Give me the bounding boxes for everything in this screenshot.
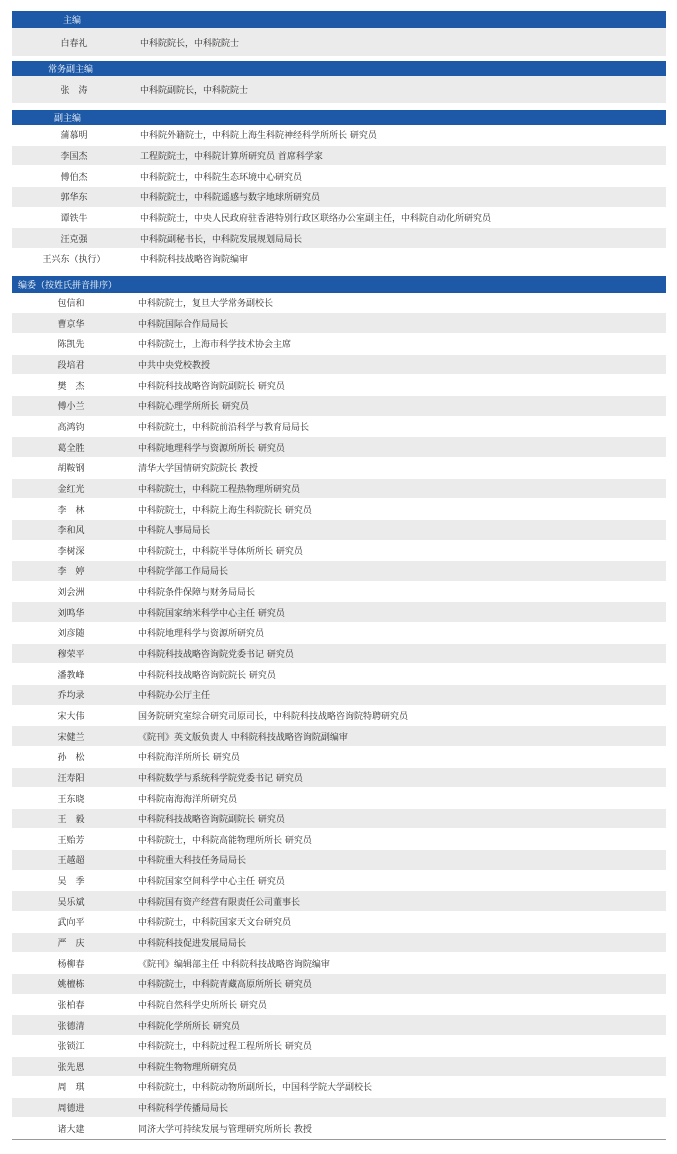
member-title: 中科院海洋所所长 研究员 bbox=[138, 753, 240, 764]
table-row bbox=[12, 293, 666, 314]
table-row bbox=[12, 355, 666, 376]
table-row bbox=[12, 28, 666, 57]
table-row bbox=[12, 313, 666, 334]
member-name: 严 庆 bbox=[57, 938, 85, 949]
member-name: 王兴东（执行） bbox=[42, 255, 106, 266]
member-name: 李 婷 bbox=[57, 567, 85, 578]
member-name: 李和风 bbox=[57, 526, 85, 537]
table-row bbox=[12, 458, 666, 479]
member-name: 谭铁牛 bbox=[60, 214, 88, 225]
member-name: 李 林 bbox=[57, 505, 85, 516]
member-name: 张 涛 bbox=[60, 86, 88, 96]
member-title: 中科院院士，中科院高能物理所所长 研究员 bbox=[138, 835, 312, 846]
editorial-board-table bbox=[12, 11, 666, 1140]
table-bottom-rule bbox=[12, 1139, 666, 1140]
member-name: 张德清 bbox=[57, 1021, 85, 1032]
member-title: 中科院院士，中科院动物所副所长，中国科学院大学副校长 bbox=[138, 1083, 373, 1094]
member-name: 刘鸣华 bbox=[57, 608, 85, 619]
member-name: 金红光 bbox=[57, 484, 85, 495]
member-name: 周德进 bbox=[57, 1104, 85, 1115]
table-row bbox=[12, 146, 666, 167]
member-name: 李国杰 bbox=[60, 152, 88, 163]
table-row bbox=[12, 541, 666, 562]
table-row bbox=[12, 623, 666, 644]
member-title: 清华大学国情研究院院长 教授 bbox=[138, 464, 258, 475]
table-row bbox=[12, 706, 666, 727]
section-header: 常务副主编 bbox=[12, 61, 666, 76]
member-title: 中科院地理科学与资源所研究员 bbox=[138, 629, 265, 640]
member-name: 杨柳春 bbox=[57, 959, 85, 970]
member-name: 周 琪 bbox=[57, 1083, 85, 1094]
member-name: 穆荣平 bbox=[57, 650, 85, 661]
member-title: 中科院科技战略咨询院副院长 研究员 bbox=[138, 815, 285, 826]
member-title: 中科院院士，复旦大学常务副校长 bbox=[138, 299, 274, 310]
member-title: 中科院地理科学与资源所所长 研究员 bbox=[138, 443, 285, 454]
table-row bbox=[12, 809, 666, 830]
member-name: 诸大建 bbox=[57, 1124, 85, 1135]
section-1 bbox=[12, 11, 666, 57]
member-title: 中科院院士，上海市科学技术协会主席 bbox=[138, 340, 292, 351]
table-row bbox=[12, 561, 666, 582]
table-row bbox=[12, 871, 666, 892]
table-row bbox=[12, 685, 666, 706]
table-row bbox=[12, 417, 666, 438]
table-row bbox=[12, 125, 666, 146]
table-row bbox=[12, 933, 666, 954]
member-title: 国务院研究室综合研究司原司长，中科院科技战略咨询院特聘研究员 bbox=[138, 711, 409, 722]
table-row bbox=[12, 891, 666, 912]
member-name: 段培君 bbox=[57, 361, 85, 372]
member-title: 中科院条件保障与财务局局长 bbox=[138, 588, 256, 599]
member-title: 中科院国家纳米科学中心主任 研究员 bbox=[138, 608, 285, 619]
member-title: 中科院心理学所所长 研究员 bbox=[138, 402, 249, 413]
member-title: 《院刊》英文版负责人 中科院科技战略咨询院副编审 bbox=[138, 732, 348, 743]
member-name: 王 毅 bbox=[57, 815, 85, 826]
member-name: 姚檀栋 bbox=[57, 980, 85, 991]
member-name: 宋大伟 bbox=[57, 711, 85, 722]
member-title: 中科院院士，中科院国家天文台研究员 bbox=[138, 918, 292, 929]
table-row bbox=[12, 829, 666, 850]
member-name: 郭华东 bbox=[60, 193, 88, 204]
table-row bbox=[12, 76, 666, 104]
table-row bbox=[12, 953, 666, 974]
member-title: 中科院院士，中科院上海生科院院长 研究员 bbox=[138, 505, 312, 516]
member-title: 中科院学部工作局局长 bbox=[138, 567, 229, 578]
table-row bbox=[12, 437, 666, 458]
table-row bbox=[12, 1057, 666, 1078]
member-title: 中科院院士，中科院生态环境中心研究员 bbox=[140, 172, 303, 183]
member-name: 胡鞍钢 bbox=[57, 464, 85, 475]
member-title: 中科院办公厅主任 bbox=[138, 691, 211, 702]
table-row bbox=[12, 187, 666, 208]
table-row bbox=[12, 249, 666, 270]
member-name: 汪克强 bbox=[60, 234, 88, 245]
member-name: 吴乐斌 bbox=[57, 897, 85, 908]
member-name: 傅小兰 bbox=[57, 402, 85, 413]
table-row bbox=[12, 974, 666, 995]
member-title: 工程院院士，中科院计算所研究员 首席科学家 bbox=[140, 152, 323, 163]
member-name: 宋健兰 bbox=[57, 732, 85, 743]
member-title: 中科院南海海洋所研究员 bbox=[138, 794, 238, 805]
member-name: 潘教峰 bbox=[57, 670, 85, 681]
member-title: 《院刊》编辑部主任 中科院科技战略咨询院编审 bbox=[138, 959, 330, 970]
member-name: 樊 杰 bbox=[57, 381, 85, 392]
member-title: 中科院院长，中科院院士 bbox=[140, 38, 240, 49]
member-title: 中科院生物物理所研究员 bbox=[138, 1062, 238, 1073]
member-title: 同济大学可持续发展与管理研究所所长 教授 bbox=[138, 1124, 312, 1135]
table-row bbox=[12, 1077, 666, 1098]
member-name: 陈凯先 bbox=[57, 340, 85, 351]
member-name: 蒲慕明 bbox=[60, 131, 88, 142]
member-title: 中科院科技战略咨询院院长 研究员 bbox=[138, 670, 276, 681]
table-row bbox=[12, 1098, 666, 1119]
member-title: 中科院院士，中科院工程热物理所研究员 bbox=[138, 484, 301, 495]
member-title: 中科院科技战略咨询院编审 bbox=[140, 255, 249, 266]
member-title: 中共中央党校教授 bbox=[138, 361, 211, 372]
member-name: 张先恩 bbox=[57, 1062, 85, 1073]
member-title: 中科院科学传播局局长 bbox=[138, 1104, 229, 1115]
member-name: 武向平 bbox=[57, 918, 85, 929]
member-name: 傅伯杰 bbox=[60, 172, 88, 183]
member-name: 王东晓 bbox=[57, 794, 85, 805]
section-header: 主编 bbox=[12, 11, 666, 28]
member-name: 王越超 bbox=[57, 856, 85, 867]
member-title: 中科院院士，中科院青藏高原所所长 研究员 bbox=[138, 980, 312, 991]
table-row bbox=[12, 166, 666, 187]
member-title: 中科院院士，中科院前沿科学与教育局局长 bbox=[138, 422, 310, 433]
table-row bbox=[12, 1015, 666, 1036]
member-title: 中科院化学所所长 研究员 bbox=[138, 1021, 240, 1032]
member-title: 中科院外籍院士，中科院上海生科院神经科学所所长 研究员 bbox=[140, 131, 377, 142]
table-row bbox=[12, 850, 666, 871]
member-name: 包信和 bbox=[57, 299, 85, 310]
member-title: 中科院院士，中科院遥感与数字地球所研究员 bbox=[140, 193, 321, 204]
member-name: 葛全胜 bbox=[57, 443, 85, 454]
member-title: 中科院院士，中科院半导体所所长 研究员 bbox=[138, 546, 303, 557]
member-name: 李树深 bbox=[57, 546, 85, 557]
member-name: 张柏春 bbox=[57, 1000, 85, 1011]
member-name: 王贻芳 bbox=[57, 835, 85, 846]
member-title: 中科院国际合作局局长 bbox=[138, 319, 229, 330]
table-row bbox=[12, 520, 666, 541]
table-row bbox=[12, 334, 666, 355]
member-name: 乔均录 bbox=[57, 691, 85, 702]
member-title: 中科院数学与系统科学院党委书记 研究员 bbox=[138, 773, 303, 784]
table-row bbox=[12, 396, 666, 417]
member-name: 吴 季 bbox=[57, 877, 85, 888]
member-name: 白春礼 bbox=[60, 38, 88, 49]
section-header: 副主编 bbox=[12, 110, 666, 125]
member-name: 曹京华 bbox=[57, 319, 85, 330]
member-name: 刘彦随 bbox=[57, 629, 85, 640]
table-row bbox=[12, 375, 666, 396]
table-row bbox=[12, 582, 666, 603]
member-title: 中科院国有资产经营有限责任公司董事长 bbox=[138, 897, 301, 908]
member-title: 中科院科技战略咨询院党委书记 研究员 bbox=[138, 650, 294, 661]
table-row bbox=[12, 644, 666, 665]
member-name: 孙 松 bbox=[57, 753, 85, 764]
member-title: 中科院科技战略咨询院副院长 研究员 bbox=[138, 381, 285, 392]
member-name: 汪寿阳 bbox=[57, 773, 85, 784]
table-row bbox=[12, 768, 666, 789]
member-title: 中科院副院长，中科院院士 bbox=[140, 86, 249, 96]
member-title: 中科院重大科技任务局局长 bbox=[138, 856, 247, 867]
table-row bbox=[12, 747, 666, 768]
table-row bbox=[12, 1036, 666, 1057]
member-name: 张锁江 bbox=[57, 1042, 85, 1053]
section-header: 编委（按姓氏拼音排序） bbox=[12, 276, 666, 293]
section-3 bbox=[12, 110, 666, 270]
member-title: 中科院国家空间科学中心主任 研究员 bbox=[138, 877, 285, 888]
section-2 bbox=[12, 61, 666, 104]
member-title: 中科院院士，中科院过程工程所所长 研究员 bbox=[138, 1042, 312, 1053]
section-4 bbox=[12, 276, 666, 1139]
table-row bbox=[12, 912, 666, 933]
table-row bbox=[12, 1118, 666, 1139]
member-title: 中科院院士，中央人民政府驻香港特别行政区联络办公室副主任，中科院自动化所研究员 bbox=[140, 214, 492, 225]
table-row bbox=[12, 208, 666, 229]
table-row bbox=[12, 602, 666, 623]
table-row bbox=[12, 726, 666, 747]
member-title: 中科院副秘书长，中科院发展规划局局长 bbox=[140, 234, 303, 245]
table-row bbox=[12, 995, 666, 1016]
member-title: 中科院科技促进发展局局长 bbox=[138, 938, 247, 949]
table-row bbox=[12, 228, 666, 249]
member-name: 高鸿钧 bbox=[57, 422, 85, 433]
member-title: 中科院人事局局长 bbox=[138, 526, 211, 537]
member-title: 中科院自然科学史所所长 研究员 bbox=[138, 1000, 267, 1011]
table-row bbox=[12, 788, 666, 809]
member-name: 刘会洲 bbox=[57, 588, 85, 599]
table-row bbox=[12, 479, 666, 500]
table-row bbox=[12, 664, 666, 685]
table-row bbox=[12, 499, 666, 520]
